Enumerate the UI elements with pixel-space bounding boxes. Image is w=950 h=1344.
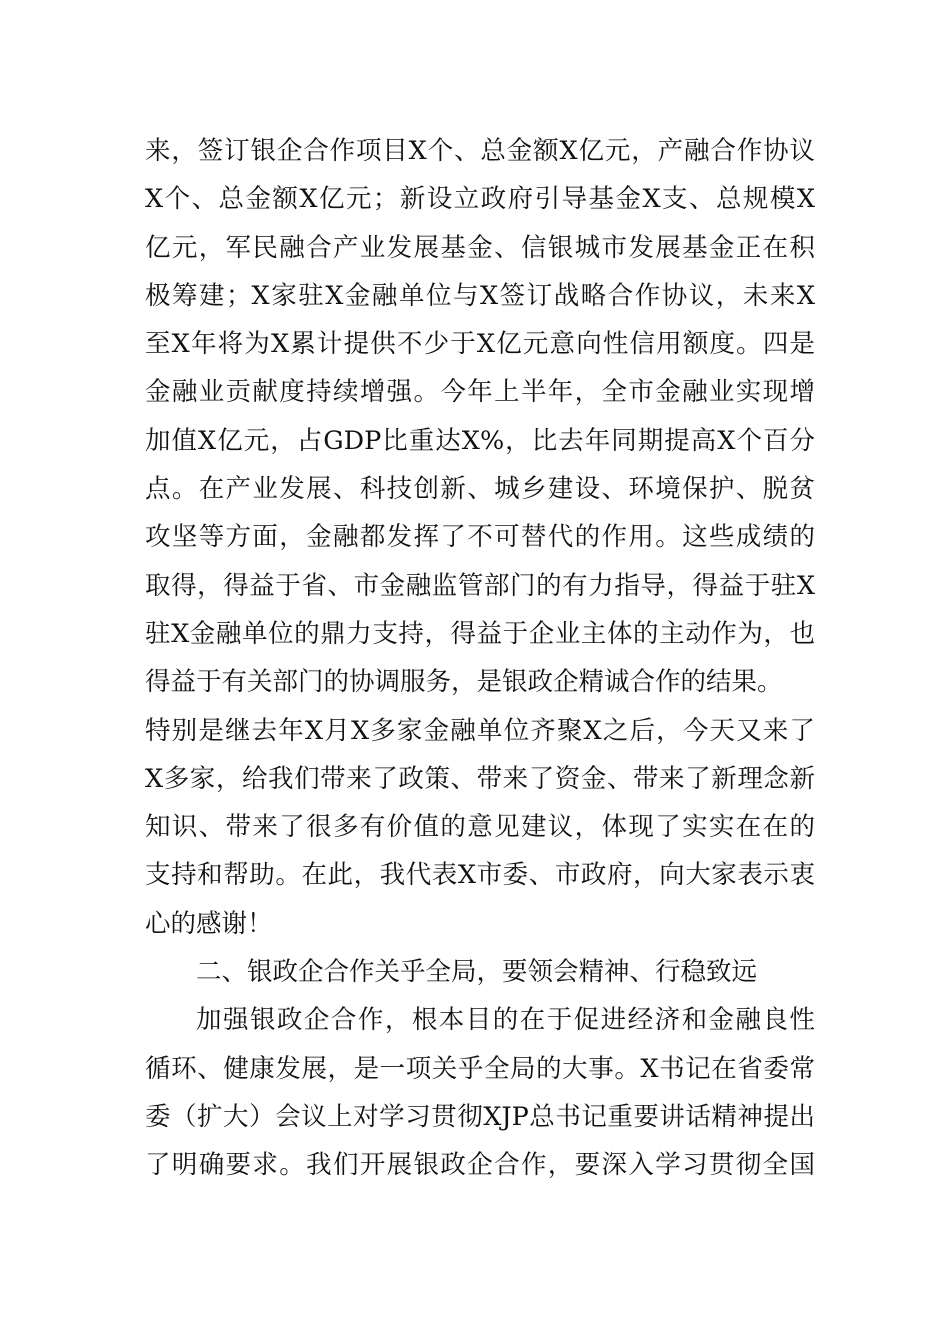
text-line: 支持和帮助。在此，我代表X市委、市政府，向大家表示衷 xyxy=(145,860,815,891)
text-line: 极筹建；X家驻X金融单位与X签订战略合作协议，未来X xyxy=(145,280,815,311)
text-line: 点。在产业发展、科技创新、城乡建设、环境保护、脱贫 xyxy=(145,474,815,505)
text-line: 金融业贡献度持续增强。今年上半年，全市金融业实现增 xyxy=(145,377,815,408)
text-line: 加强银政企合作，根本目的在于促进经济和金融良性 xyxy=(196,1005,815,1036)
text-line: 循环、健康发展，是一项关乎全局的大事。X书记在省委常 xyxy=(145,1053,815,1084)
text-line: 攻坚等方面，金融都发挥了不可替代的作用。这些成绩的 xyxy=(145,522,815,553)
body-text xyxy=(145,127,815,1190)
text-line: X个、总金额X亿元；新设立政府引导基金X支、总规模X xyxy=(145,184,815,215)
text-line: 来，签订银企合作项目X个、总金额X亿元，产融合作协议 xyxy=(145,136,815,166)
text-line: 亿元，军民融合产业发展基金、信银城市发展基金正在积 xyxy=(145,232,815,263)
text-line: 加值X亿元，占GDP比重达X%，比去年同期提高X个百分 xyxy=(145,425,815,456)
text-line: 得益于有关部门的协调服务，是银政企精诚合作的结果。 xyxy=(145,667,783,698)
section-heading: 二、银政企合作关乎全局，要领会精神、行稳致远 xyxy=(196,957,758,988)
text-line: 委（扩大）会议上对学习贯彻XJP总书记重要讲话精神提出 xyxy=(145,1101,815,1132)
text-line: 特别是继去年X月X多家金融单位齐聚X之后，今天又来了 xyxy=(145,715,815,746)
text-line: X多家，给我们带来了政策、带来了资金、带来了新理念新 xyxy=(145,763,815,794)
text-line: 驻X金融单位的鼎力支持，得益于企业主体的主动作为，也 xyxy=(145,618,815,649)
text-line: 取得，得益于省、市金融监管部门的有力指导，得益于驻X xyxy=(145,570,815,601)
text-line: 了明确要求。我们开展银政企合作，要深入学习贯彻全国 xyxy=(145,1150,815,1181)
text-line: 心的感谢！ xyxy=(145,908,273,939)
text-line: 知识、带来了很多有价值的意见建议，体现了实实在在的 xyxy=(145,812,815,843)
text-line: 至X年将为X累计提供不少于X亿元意向性信用额度。四是 xyxy=(145,329,815,360)
